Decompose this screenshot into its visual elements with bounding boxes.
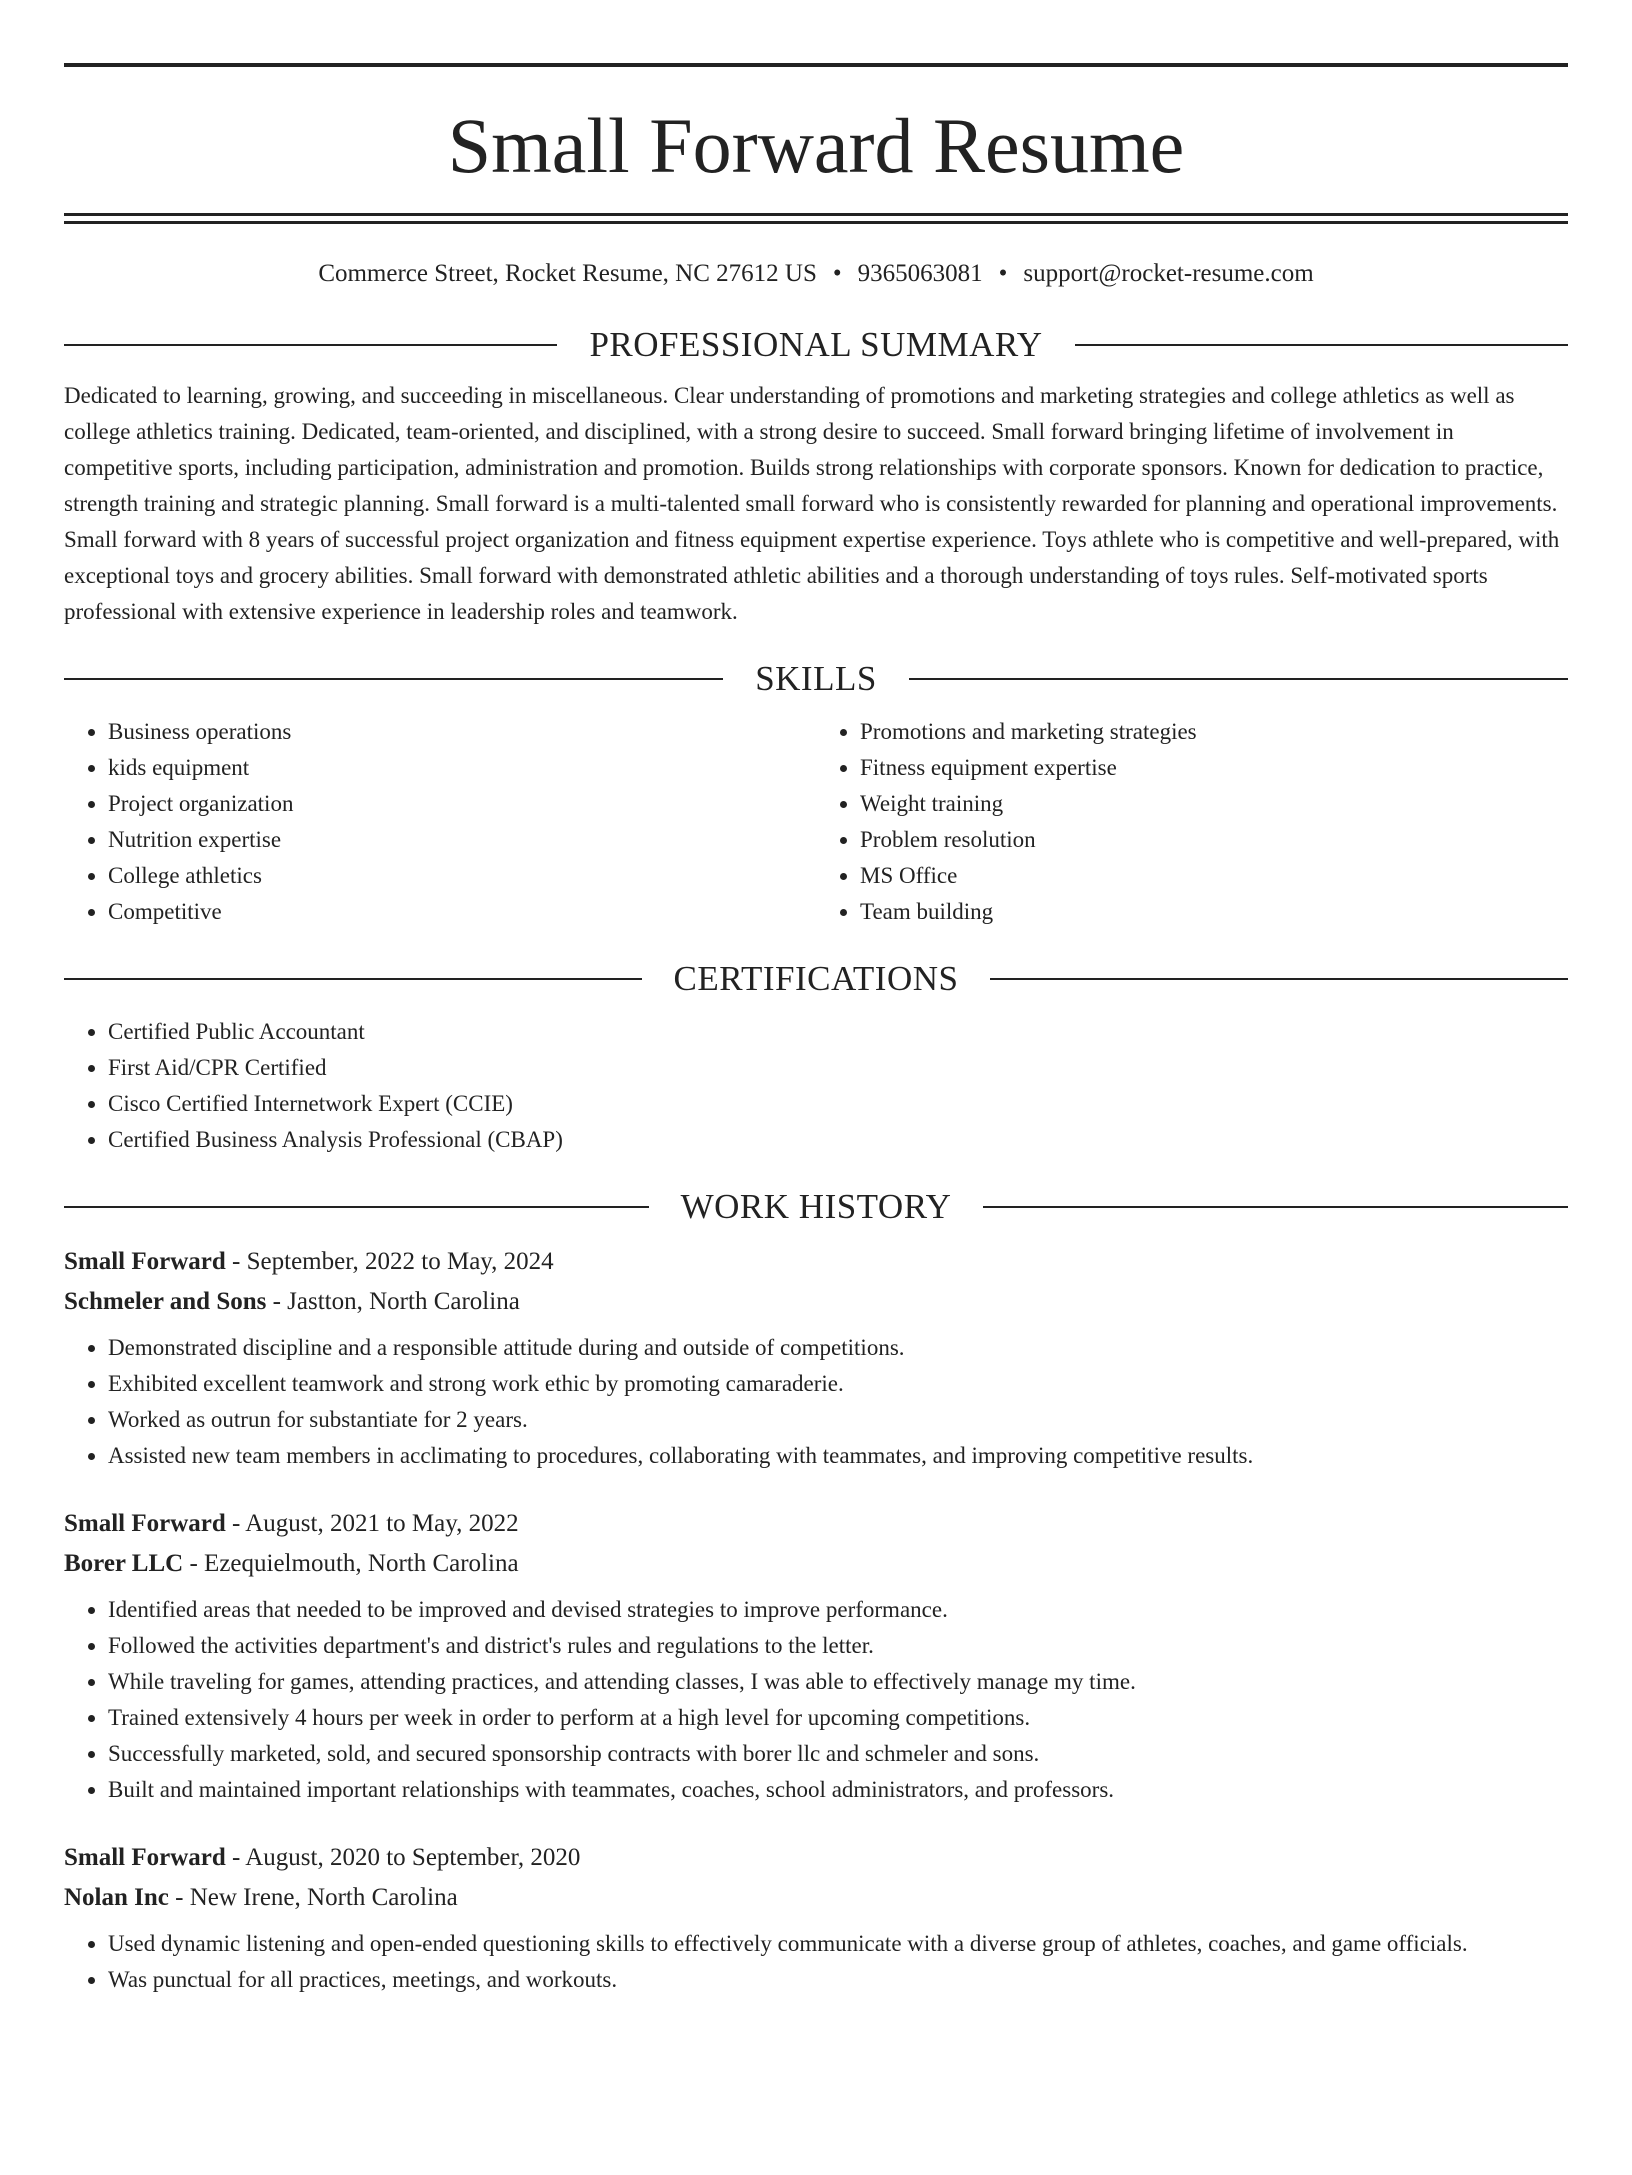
job-dates: - September, 2022 to May, 2024 xyxy=(225,1248,554,1275)
certification-item: • First Aid/CPR Certified xyxy=(108,1050,1568,1086)
job-entry xyxy=(64,1838,1568,1998)
skill-item: • kids equipment xyxy=(108,750,816,786)
skill-item: • Team building xyxy=(860,894,1568,930)
job-bullet: • Was punctual for all practices, meetings, and workouts. xyxy=(108,1962,1568,1998)
section-header-certifications xyxy=(64,958,1568,1000)
job-bullet: • Identified areas that needed to be improved and devised strategies to improve performance. xyxy=(108,1592,1568,1628)
divider-line xyxy=(64,978,642,980)
job-bullet: • Trained extensively 4 hours per week in order to perform at a high level for upcoming competitions. xyxy=(108,1700,1568,1736)
job-company: Nolan Inc xyxy=(64,1884,169,1911)
divider-line xyxy=(909,678,1568,680)
skill-item: • Weight training xyxy=(860,786,1568,822)
contact-separator: • xyxy=(998,260,1008,287)
divider-line xyxy=(64,678,723,680)
job-bullet: • Worked as outrun for substantiate for 2 years. xyxy=(108,1402,1568,1438)
job-bullet: • Used dynamic listening and open-ended questioning skills to effectively communicate with a diverse group of athletes, coaches, and game officials. xyxy=(108,1926,1568,1962)
certification-item: • Certified Public Accountant xyxy=(108,1014,1568,1050)
section-title-work-history: WORK HISTORY xyxy=(680,1187,952,1226)
job-location: - Jastton, North Carolina xyxy=(266,1288,520,1315)
job-bullet: • Built and maintained important relationships with teammates, coaches, school administrators, and professors. xyxy=(108,1772,1568,1808)
job-company-line xyxy=(64,1282,1568,1322)
job-title-line xyxy=(64,1242,1568,1282)
top-rule xyxy=(64,63,1568,67)
job-bullet: • Followed the activities department's and district's rules and regulations to the letter. xyxy=(108,1628,1568,1664)
section-title-skills: SKILLS xyxy=(755,659,877,698)
job-entry xyxy=(64,1504,1568,1808)
section-title-certifications: CERTIFICATIONS xyxy=(673,959,959,998)
divider-line xyxy=(1075,344,1568,346)
contact-separator: • xyxy=(832,260,842,287)
divider-line xyxy=(64,1206,649,1208)
job-company-line xyxy=(64,1544,1568,1584)
job-bullet: • Demonstrated discipline and a responsible attitude during and outside of competitions. xyxy=(108,1330,1568,1366)
page-title: Small Forward Resume xyxy=(447,102,1185,189)
resume-page xyxy=(0,63,1632,2175)
divider-line xyxy=(990,978,1568,980)
section-title-summary: PROFESSIONAL SUMMARY xyxy=(589,325,1043,364)
skill-item: • Business operations xyxy=(108,714,816,750)
skill-item: • Nutrition expertise xyxy=(108,822,816,858)
contact-address: Commerce Street, Rocket Resume, NC 27612 US xyxy=(318,260,817,287)
contact-phone: 9365063081 xyxy=(857,260,983,287)
job-bullets xyxy=(64,1926,1568,1998)
certification-item: • Cisco Certified Internetwork Expert (CCIE) xyxy=(108,1086,1568,1122)
job-title: Small Forward xyxy=(64,1248,226,1275)
skill-item: • Competitive xyxy=(108,894,816,930)
certifications-list xyxy=(64,1014,1568,1158)
certification-item: • Certified Business Analysis Professional (CBAP) xyxy=(108,1122,1568,1158)
summary-paragraph: Dedicated to learning, growing, and succeeding in miscellaneous. Clear understanding of promotions and marketing strategies and college athletics as well as college athletics training. Dedicated, team-oriented, and disciplined, with a strong desire to succeed. Small forward bringing lifetime of involvement in competitive sports, including participation, administration and promotion. Builds strong relationships with corporate sponsors. Known for dedication to practice, strength training and strategic planning. Small forward is a multi-talented small forward who is consistently rewarded for planning and operational improvements. Small forward with 8 years of successful project organization and fitness equipment expertise experience. Toys athlete who is competitive and well-prepared, with exceptional toys and grocery abilities. Small forward with demonstrated athletic abilities and a thorough understanding of toys rules. Self-motivated sports professional with extensive experience in leadership roles and teamwork. xyxy=(64,383,1560,624)
job-company-line xyxy=(64,1878,1568,1918)
skill-item: • Project organization xyxy=(108,786,816,822)
section-header-summary xyxy=(64,324,1568,366)
job-title: Small Forward xyxy=(64,1844,226,1871)
job-bullet: • Exhibited excellent teamwork and strong work ethic by promoting camaraderie. xyxy=(108,1366,1568,1402)
skill-item: • Fitness equipment expertise xyxy=(860,750,1568,786)
contact-email: support@rocket-resume.com xyxy=(1023,260,1314,287)
skill-item: • MS Office xyxy=(860,858,1568,894)
divider-line xyxy=(983,1206,1568,1208)
job-company: Schmeler and Sons xyxy=(64,1288,267,1315)
job-bullet: • Successfully marketed, sold, and secured sponsorship contracts with borer llc and schmeler and sons. xyxy=(108,1736,1568,1772)
skill-item: • College athletics xyxy=(108,858,816,894)
skill-item: • Promotions and marketing strategies xyxy=(860,714,1568,750)
section-header-skills xyxy=(64,658,1568,700)
job-dates: - August, 2021 to May, 2022 xyxy=(225,1510,519,1537)
skills-list-right xyxy=(816,714,1568,930)
job-bullets xyxy=(64,1592,1568,1808)
job-bullets xyxy=(64,1330,1568,1474)
job-title-line xyxy=(64,1504,1568,1544)
job-dates: - August, 2020 to September, 2020 xyxy=(225,1844,581,1871)
skills-columns xyxy=(64,714,1568,930)
skills-list-left xyxy=(64,714,816,930)
job-bullet: • Assisted new team members in acclimating to procedures, collaborating with teammates, and improving competitive results. xyxy=(108,1438,1568,1474)
job-title-line xyxy=(64,1838,1568,1878)
section-header-work-history xyxy=(64,1186,1568,1228)
job-location: - Ezequielmouth, North Carolina xyxy=(183,1550,519,1577)
job-title: Small Forward xyxy=(64,1510,226,1537)
job-bullet: • While traveling for games, attending practices, and attending classes, I was able to effectively manage my time. xyxy=(108,1664,1568,1700)
divider-line xyxy=(64,344,557,346)
job-location: - New Irene, North Carolina xyxy=(168,1884,458,1911)
title-double-rule xyxy=(64,213,1568,224)
job-company: Borer LLC xyxy=(64,1550,184,1577)
contact-line xyxy=(64,258,1568,290)
job-entry xyxy=(64,1242,1568,1474)
skill-item: • Problem resolution xyxy=(860,822,1568,858)
